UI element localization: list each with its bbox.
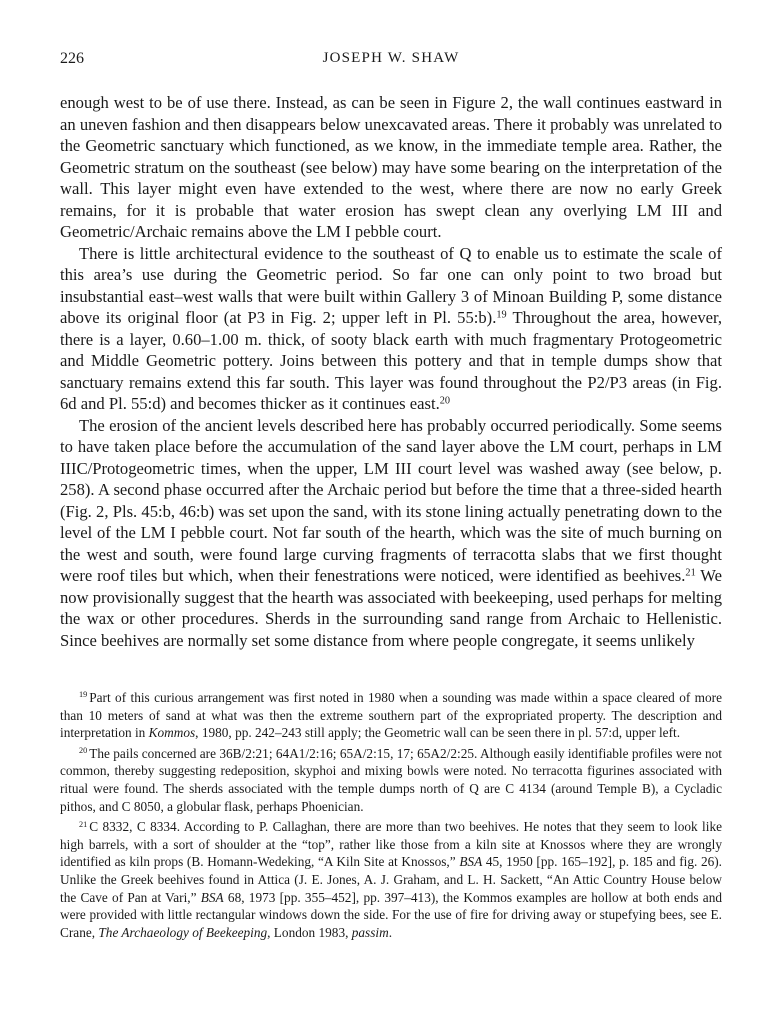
footnote-ref-19[interactable]: 19 [496, 309, 507, 321]
body-text [60, 92, 722, 651]
footnote-20: $^{20}$ The pails concerned are 36B/2:21; 64A1/2:16; 65A/2:15, 17; 65A2/2:25. Although easily identifiable profiles were not common, thereby suggesting redeposition, skyphoi and mixing bowls were noted. No terracotta figurines associated with ritual were found. The sherds associated with the temple dumps north of Q are C 4134 (around Temple B), a Cycladic pithos, and C 8050, a globular flask, perhaps Phoenician. [60, 745, 722, 814]
footnote-number: 19 [79, 690, 88, 700]
footnote-ref-21[interactable]: 21 [685, 567, 696, 579]
footnote-ref-20[interactable]: 20 [439, 395, 451, 407]
footnote-number: 20 [79, 746, 88, 756]
paragraph-1: enough west to be of use there. Instead, as can be seen in Figure 2, the wall continues eastward in an uneven fashion and then disappears below unexcavated areas. There it probably was unrelated to the Geometric sanctuary which functioned, as we know, in the immediate temple area. Rather, the Geometric stratum on the southeast (see below) may have some bearing on the interpretation of the wall. This layer might even have extended to the west, where there are now no early Greek remains, for it is probable that water erosion has swept clean any overlying LM III and Geometric/Archaic remains above the LM I pebble court. [60, 93, 722, 241]
page-number: 226 [60, 50, 84, 67]
page-header [60, 50, 722, 74]
footnote-number: 21 [79, 819, 88, 829]
paragraph-3: The erosion of the ancient levels described here has probably occurred periodically. Some seems to have taken place before the accumulation of the sand layer above the LM court, perhaps in LM IIIC/Protogeometric times, when the upper, LM III court level was washed away (see below, p. 258). A second phase occurred after the Archaic period but before the time that a three-sided hearth (Fig. 2, Pls. 45:b, 46:b) was set upon the sand, with its stone lining actually penetrating down to the level of the LM I pebble court. Not far south of the hearth, which was the site of much burning on the west and south, were found large curving fragments of terracotta slabs that we first thought were roof tiles but which, when their fenestrations were noticed, were identified as beehives.$^{21}$ We now provisionally suggest that the hearth was associated with beekeeping, used perhaps for melting the wax or other procedures. Sherds in the surrounding sand range from Archaic to Hellenistic. Since beehives are normally set some distance from where people congregate, it seems unlikely [60, 415, 723, 650]
running-head: JOSEPH W. SHAW [322, 50, 460, 66]
footnotes [60, 689, 722, 944]
footnote-21: $^{21}$ C 8332, C 8334. According to P. Callaghan, there are more than two beehives. He notes that they seem to look like high barrels, with a sort of shoulder at the “top”, rather like those from a kiln site at Knossos where they are wrongly identified as kiln props (B. Homann-Wedeking, “A Kiln Site at Knossos,” BSA 45, 1950 [pp. 165–192], p. 185 and fig. 26). Unlike the Greek beehives found in Attica (J. E. Jones, A. J. Graham, and L. H. Sackett, “An Attic Country House below the Cave of Pan at Vari,” BSA 68, 1973 [pp. 355–452], pp. 397–413), the Kommos examples are hollow at both ends and were provided with little rectangular windows down the side. For the use of fire for driving away or stupefying bees, see E. Crane, The Archaeology of Beekeeping, London 1983, passim. [60, 819, 723, 940]
paragraph-2: There is little architectural evidence to the southeast of Q to enable us to estimate the scale of this area’s use during the Geometric period. So far one can only point to two broad but insubstantial east–west walls that were built within Gallery 3 of Minoan Building P, some distance above its original floor (at P3 in Fig. 2; upper left in Pl. 55:b).$^{19}$ Throughout the area, however, there is a layer, 0.60–1.00 m. thick, of sooty black earth with much fragmentary Protogeometric and Middle Geometric pottery. Joins between this pottery and that in temple dumps show that sanctuary remains extend this far south. This layer was found throughout the P2/P3 areas (in Fig. 6d and Pl. 55:d) and becomes thicker as it continues east.$^{20}$ [60, 243, 722, 413]
footnote-19: $^{19}$ Part of this curious arrangement was first noted in 1980 when a sounding was made within a space cleared of more than 10 meters of sand at what was then the extreme southern part of the expropriated property. The description and interpretation in Kommos, 1980, pp. 242–243 still apply; the Geometric wall can be seen there in pl. 57:d, upper left. [60, 690, 722, 741]
